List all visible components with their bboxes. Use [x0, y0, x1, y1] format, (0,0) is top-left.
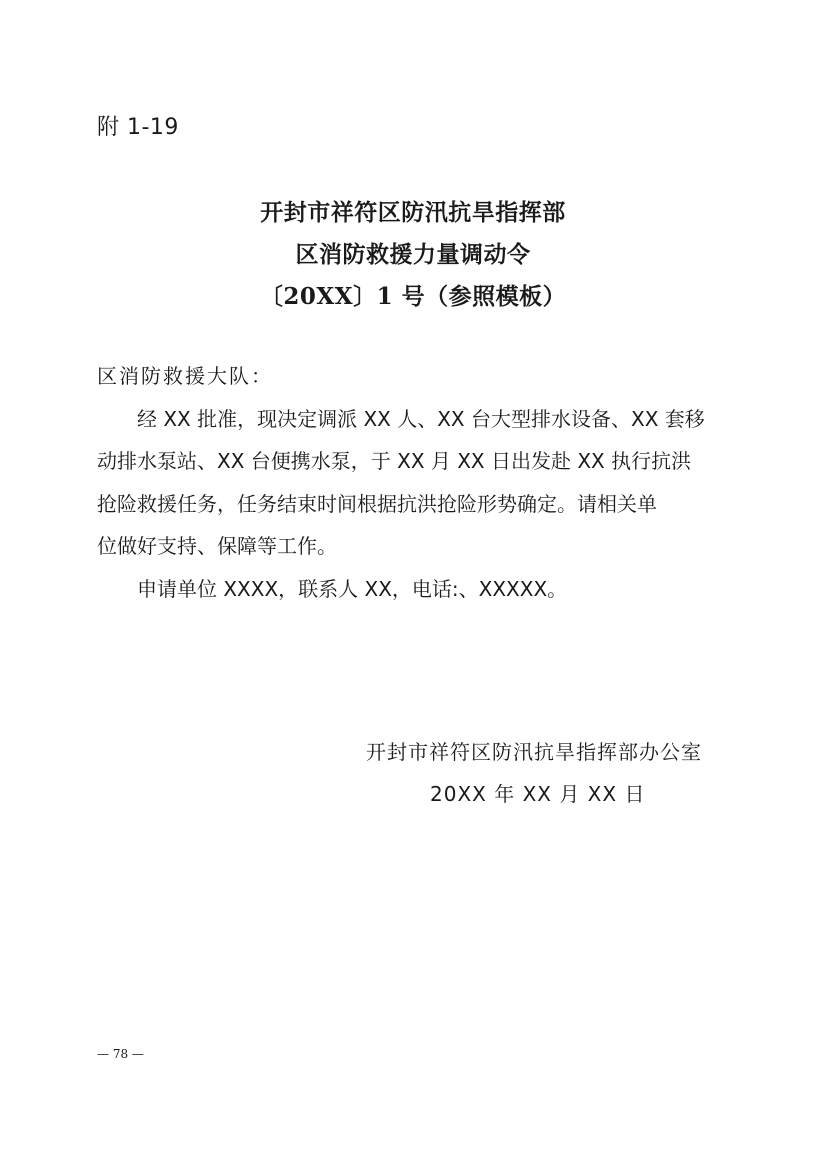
addressee: 区消防救援大队： [97, 364, 273, 388]
body-line-5: 申请单位 XXXX，联系人 XX，电话:、XXXXX。 [97, 577, 568, 601]
body-line-3: 抢险救援任务，任务结束时间根据抗洪抢险形势确定。请相关单 [97, 492, 657, 516]
body-line-2: 动排水泵站、XX 台便携水泵，于 XX 月 XX 日出发赴 XX 执行抗洪 [97, 449, 692, 473]
body-line-4: 位做好支持、保障等工作。 [97, 534, 337, 558]
title-line-3: 〔20XX〕1 号（参照模板） [259, 283, 567, 310]
title-line-2: 区消防救援力量调动令 [295, 241, 531, 268]
page-number: — 78 — [97, 1047, 144, 1061]
signature-organization: 开封市祥符区防汛抗旱指挥部办公室 [366, 740, 702, 764]
annex-label: 附 1-19 [97, 115, 179, 140]
body-line-1: 经 XX 批准，现决定调派 XX 人、XX 台大型排水设备、XX 套移 [97, 407, 705, 431]
title-line-1: 开封市祥符区防汛抗旱指挥部 [260, 199, 566, 226]
signature-date: 20XX 年 XX 月 XX 日 [430, 782, 646, 806]
